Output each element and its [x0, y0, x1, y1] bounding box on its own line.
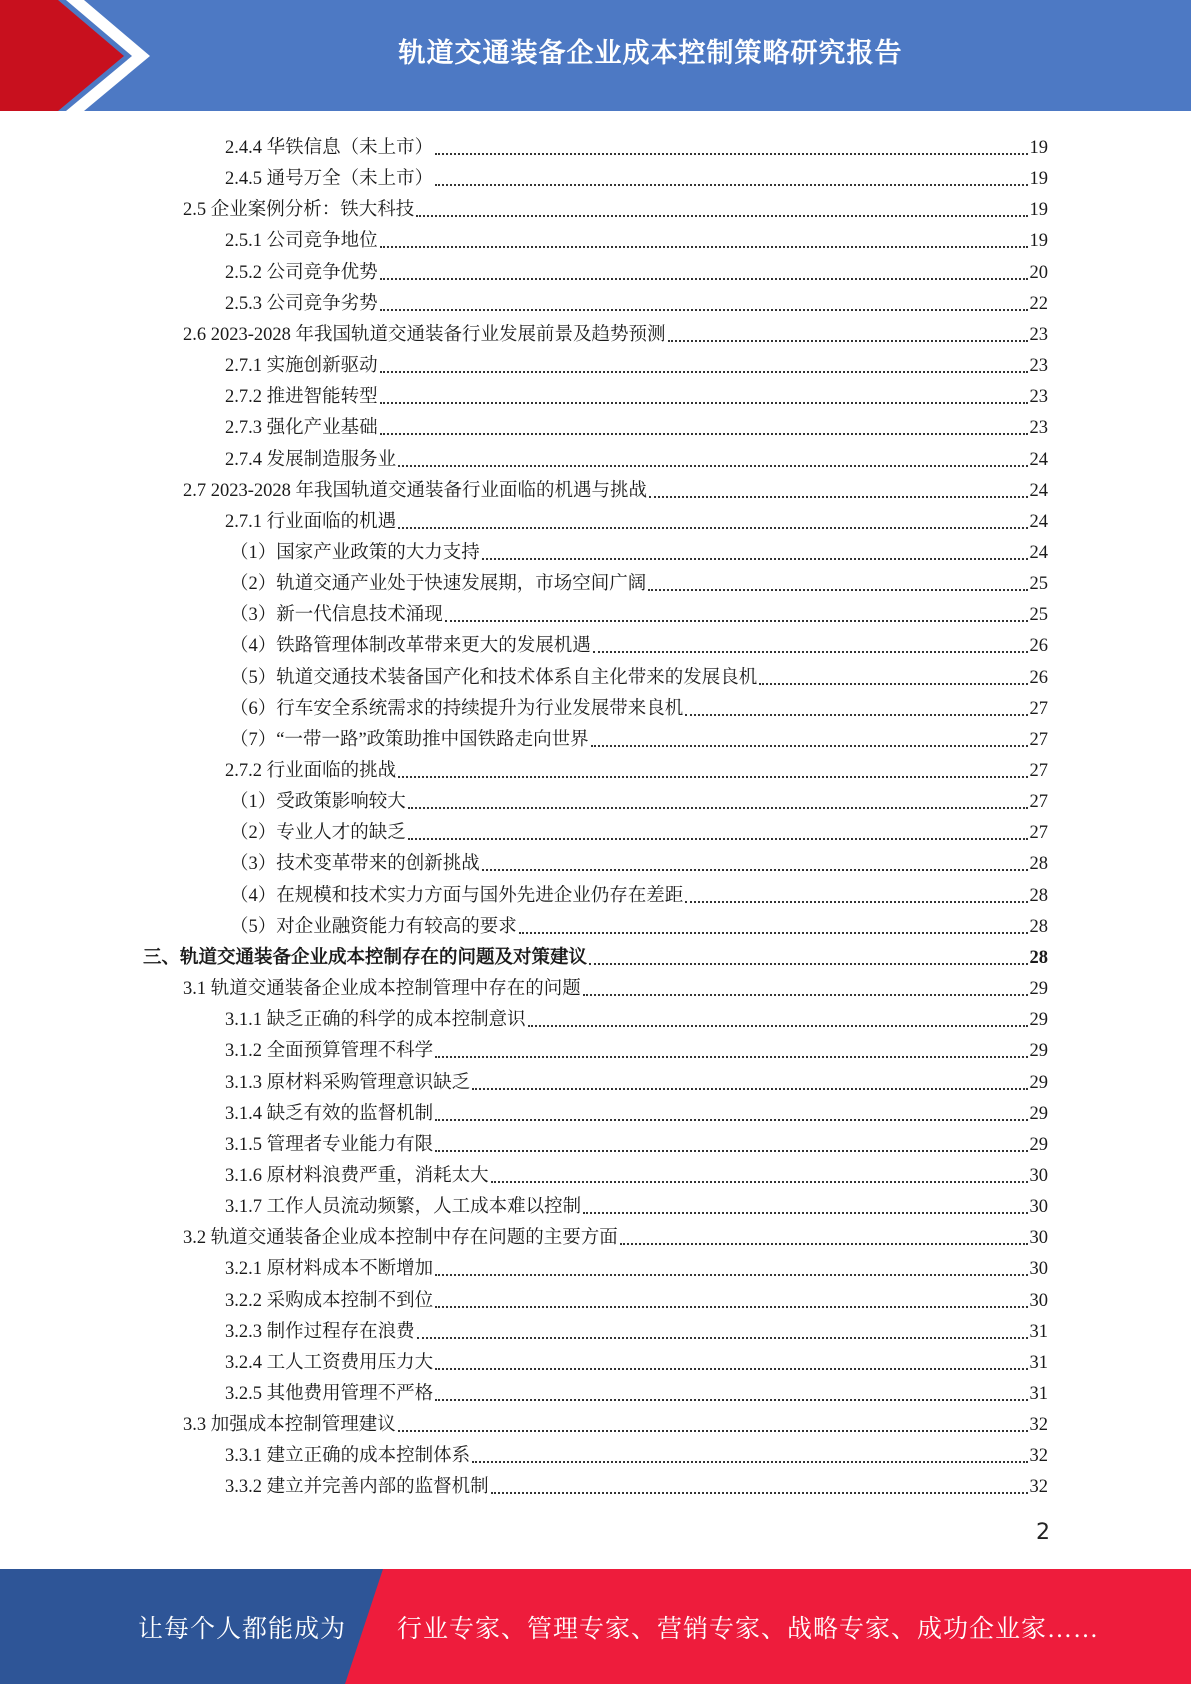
- toc-entry-title: 2.7.3 强化产业基础: [225, 418, 378, 439]
- toc-entry-page: 25: [1029, 574, 1048, 595]
- toc-entry[interactable]: [225, 751, 1048, 782]
- toc-entry[interactable]: [225, 1312, 1048, 1343]
- toc-dot-leader: [408, 838, 1028, 840]
- toc-entry[interactable]: [183, 969, 1048, 1000]
- toc-entry-page: 19: [1029, 231, 1048, 252]
- toc-dot-leader: [380, 309, 1028, 311]
- toc-dot-leader: [491, 1492, 1028, 1494]
- toc-entry-title: （5）对企业融资能力有较高的要求: [230, 916, 517, 937]
- toc-dot-leader: [398, 1430, 1028, 1432]
- toc-dot-leader: [472, 1461, 1027, 1463]
- toc-dot-leader: [435, 184, 1027, 186]
- toc-dot-leader: [759, 683, 1027, 685]
- toc-entry-title: 3.1.3 原材料采购管理意识缺乏: [225, 1072, 471, 1093]
- toc-entry-page: 32: [1029, 1477, 1048, 1498]
- toc-dot-leader: [380, 371, 1028, 373]
- toc-entry-page: 31: [1029, 1352, 1048, 1373]
- toc-entry-title: （4）在规模和技术实力方面与国外先进企业仍存在差距: [230, 885, 684, 906]
- toc-entry-page: 32: [1029, 1446, 1048, 1467]
- toc-entry-title: 3.2.3 制作过程存在浪费: [225, 1321, 415, 1342]
- toc-entry-page: 24: [1029, 480, 1048, 501]
- toc-entry-title: 三、轨道交通装备企业成本控制存在的问题及对策建议: [143, 947, 588, 968]
- toc-entry-page: 19: [1029, 138, 1048, 158]
- toc-entry-page: 22: [1029, 293, 1048, 314]
- report-title: 轨道交通装备企业成本控制策略研究报告: [398, 37, 903, 69]
- toc-entry-title: 2.7.1 实施创新驱动: [225, 356, 378, 377]
- toc-entry-title: 2.7.4 发展制造服务业: [225, 449, 397, 470]
- toc-entry[interactable]: [225, 1000, 1048, 1031]
- toc-dot-leader: [583, 1212, 1027, 1214]
- toc-entry-title: 3.1.1 缺乏正确的科学的成本控制意识: [225, 1010, 526, 1031]
- toc-entry-page: 27: [1029, 761, 1048, 781]
- toc-entry-page: 32: [1029, 1415, 1048, 1436]
- toc-entry-page: 30: [1029, 1290, 1048, 1311]
- toc-entry-page: 27: [1029, 698, 1048, 719]
- toc-entry-title: 3.1.7 工作人员流动频繁，人工成本难以控制: [225, 1197, 582, 1218]
- toc-entry-title: 3.1 轨道交通装备企业成本控制管理中存在的问题: [183, 979, 581, 1000]
- toc-dot-leader: [435, 1274, 1027, 1276]
- toc-entry[interactable]: [225, 502, 1048, 533]
- toc-entry-page: 20: [1029, 262, 1048, 283]
- toc-entry[interactable]: [225, 1063, 1048, 1094]
- toc-entry-page: 31: [1029, 1384, 1048, 1404]
- toc-entry-page: 29: [1029, 1072, 1048, 1093]
- toc-entry-page: 29: [1029, 1134, 1048, 1155]
- toc-entry[interactable]: [230, 595, 1048, 626]
- toc-entry[interactable]: [183, 1405, 1048, 1436]
- toc-entry[interactable]: [225, 1031, 1048, 1062]
- toc-entry-title: （2）专业人才的缺乏: [230, 823, 406, 844]
- toc-dot-leader: [435, 1150, 1027, 1152]
- toc-entry-page: 31: [1029, 1321, 1048, 1342]
- toc-entry-page: 24: [1029, 511, 1048, 532]
- toc-dot-leader: [589, 963, 1027, 965]
- toc-dot-leader: [528, 1025, 1028, 1027]
- toc-entry[interactable]: [225, 221, 1048, 252]
- toc-entry-title: （2）轨道交通产业处于快速发展期，市场空间广阔: [230, 574, 647, 595]
- footer-slogan-right: 行业专家、管理专家、营销专家、战略专家、成功企业家……: [397, 1615, 1100, 1643]
- toc-dot-leader: [398, 465, 1027, 467]
- toc-dot-leader: [380, 433, 1028, 435]
- toc-entry-page: 23: [1029, 356, 1048, 377]
- toc-entry[interactable]: [183, 471, 1048, 502]
- toc-entry[interactable]: [225, 1125, 1048, 1156]
- toc-dot-leader: [417, 1337, 1028, 1339]
- toc-dot-leader: [435, 1056, 1027, 1058]
- toc-dot-leader: [435, 1119, 1027, 1121]
- toc-dot-leader: [649, 496, 1027, 498]
- toc-dot-leader: [685, 901, 1027, 903]
- toc-entry-page: 19: [1029, 169, 1048, 190]
- toc-entry-page: 24: [1029, 449, 1048, 470]
- toc-entry-title: （3）技术变革带来的创新挑战: [230, 854, 480, 875]
- page-footer: [0, 1569, 1191, 1684]
- toc-entry[interactable]: [225, 1467, 1048, 1498]
- toc-dot-leader: [435, 153, 1027, 155]
- toc-entry[interactable]: [225, 1281, 1048, 1312]
- toc-entry-title: （5）轨道交通技术装备国产化和技术体系自主化带来的发展良机: [230, 667, 758, 688]
- toc-entry-page: 28: [1029, 947, 1048, 968]
- toc-entry-page: 23: [1029, 324, 1048, 345]
- toc-entry-page: 29: [1029, 1041, 1048, 1062]
- toc-dot-leader: [398, 776, 1027, 778]
- toc-entry-page: 24: [1029, 542, 1048, 563]
- toc-entry-page: 28: [1029, 885, 1048, 906]
- toc-dot-leader: [482, 558, 1028, 560]
- toc-entry-title: 2.5.2 公司竞争优势: [225, 262, 378, 283]
- toc-entry-page: 28: [1029, 916, 1048, 937]
- toc-entry-title: 3.3 加强成本控制管理建议: [183, 1415, 396, 1436]
- toc-entry-title: 3.2.1 原材料成本不断增加: [225, 1259, 434, 1280]
- toc-dot-leader: [472, 1088, 1027, 1090]
- toc-entry-title: 3.2 轨道交通装备企业成本控制中存在问题的主要方面: [183, 1228, 618, 1249]
- toc-dot-leader: [583, 994, 1028, 996]
- toc-dot-leader: [416, 215, 1027, 217]
- toc-dot-leader: [620, 1243, 1028, 1245]
- toc-entry[interactable]: [230, 813, 1048, 844]
- toc-dot-leader: [668, 340, 1028, 342]
- page-header: [0, 0, 1191, 111]
- toc-entry[interactable]: [230, 782, 1048, 813]
- toc-dot-leader: [519, 932, 1028, 934]
- toc-entry-page: 26: [1029, 636, 1048, 657]
- toc-entry-title: （4）铁路管理体制改革带来更大的发展机遇: [230, 636, 591, 657]
- toc-entry[interactable]: [143, 938, 1048, 969]
- toc-entry[interactable]: [225, 128, 1048, 159]
- toc-entry[interactable]: [225, 408, 1048, 439]
- toc-entry-page: 30: [1029, 1165, 1048, 1186]
- toc-dot-leader: [491, 1181, 1028, 1183]
- toc-entry-title: （1）国家产业政策的大力支持: [230, 542, 480, 563]
- toc-entry-title: （7）“一带一路”政策助推中国铁路走向世界: [230, 729, 589, 750]
- toc-entry[interactable]: [230, 533, 1048, 564]
- toc-entry[interactable]: [225, 1156, 1048, 1187]
- toc-dot-leader: [685, 714, 1027, 716]
- toc-entry-title: 3.1.2 全面预算管理不科学: [225, 1041, 434, 1062]
- toc-entry[interactable]: [225, 253, 1048, 284]
- toc-entry-title: 2.7.2 推进智能转型: [225, 387, 378, 408]
- footer-slogan-left: 让每个人都能成为: [138, 1615, 347, 1643]
- toc-entry[interactable]: [225, 1187, 1048, 1218]
- toc-entry-title: 2.7 2023-2028 年我国轨道交通装备行业面临的机遇与挑战: [183, 480, 648, 501]
- toc-entry-page: 27: [1029, 823, 1048, 844]
- toc-entry[interactable]: [230, 658, 1048, 689]
- toc-dot-leader: [380, 278, 1028, 280]
- toc-entry[interactable]: [230, 876, 1048, 907]
- toc-entry-page: 19: [1029, 200, 1048, 221]
- toc-entry[interactable]: [225, 1374, 1048, 1405]
- toc-entry-page: 29: [1029, 979, 1048, 1000]
- toc-entry-page: 23: [1029, 387, 1048, 408]
- toc-entry-title: （1）受政策影响较大: [230, 792, 406, 813]
- toc-entry-page: 27: [1029, 729, 1048, 750]
- toc-entry-title: 3.2.2 采购成本控制不到位: [225, 1290, 434, 1311]
- toc-entry-title: （3）新一代信息技术涌现: [230, 605, 443, 626]
- toc-entry-title: 2.5 企业案例分析：铁大科技: [183, 200, 415, 221]
- toc-dot-leader: [593, 651, 1028, 653]
- toc-entry-title: 3.1.6 原材料浪费严重，消耗太大: [225, 1165, 489, 1186]
- toc-entry[interactable]: [225, 1436, 1048, 1467]
- toc-dot-leader: [398, 527, 1027, 529]
- toc-entry-page: 23: [1029, 418, 1048, 439]
- toc-entry-title: 2.7.1 行业面临的机遇: [225, 511, 397, 532]
- toc-dot-leader: [445, 620, 1028, 622]
- toc-entry[interactable]: [183, 1218, 1048, 1249]
- toc-dot-leader: [648, 589, 1027, 591]
- toc-entry[interactable]: [225, 1249, 1048, 1280]
- toc-dot-leader: [482, 869, 1028, 871]
- toc-entry[interactable]: [230, 689, 1048, 720]
- toc-entry-page: 25: [1029, 605, 1048, 626]
- toc-dot-leader: [408, 807, 1028, 809]
- toc-entry[interactable]: [183, 190, 1048, 221]
- toc-entry[interactable]: [225, 346, 1048, 377]
- toc-entry[interactable]: [225, 377, 1048, 408]
- toc-entry-page: 28: [1029, 854, 1048, 875]
- toc-dot-leader: [435, 1368, 1027, 1370]
- toc-entry[interactable]: [225, 284, 1048, 315]
- page-number: 2: [1036, 1520, 1050, 1545]
- toc-entry-title: 2.5.1 公司竞争地位: [225, 231, 378, 252]
- toc-entry[interactable]: [225, 1094, 1048, 1125]
- toc-entry-title: 3.1.4 缺乏有效的监督机制: [225, 1103, 434, 1124]
- toc-entry[interactable]: [230, 564, 1048, 595]
- toc-entry-page: 27: [1029, 792, 1048, 813]
- toc-entry-title: （6）行车安全系统需求的持续提升为行业发展带来良机: [230, 698, 684, 719]
- toc-entry-page: 29: [1029, 1103, 1048, 1124]
- toc-entry-title: 3.3.2 建立并完善内部的监督机制: [225, 1477, 489, 1498]
- toc-entry-page: 26: [1029, 667, 1048, 688]
- toc-dot-leader: [435, 1306, 1027, 1308]
- toc-entry[interactable]: [230, 907, 1048, 938]
- toc-entry-page: 30: [1029, 1197, 1048, 1218]
- toc-entry-title: 2.4.4 华铁信息（未上市）: [225, 138, 434, 158]
- toc-entry[interactable]: [225, 440, 1048, 471]
- toc-entry-title: 2.5.3 公司竞争劣势: [225, 293, 378, 314]
- toc-entry[interactable]: [230, 844, 1048, 875]
- toc-entry-title: 3.2.4 工人工资费用压力大: [225, 1352, 434, 1373]
- toc-entry-page: 29: [1029, 1010, 1048, 1031]
- toc-entry-title: 2.7.2 行业面临的挑战: [225, 761, 397, 781]
- toc-entry[interactable]: [183, 315, 1048, 346]
- toc-entry-title: 2.4.5 通号万全（未上市）: [225, 169, 434, 190]
- toc-dot-leader: [380, 246, 1028, 248]
- toc-entry-title: 3.3.1 建立正确的成本控制体系: [225, 1446, 471, 1467]
- toc-entry-page: 30: [1029, 1259, 1048, 1280]
- toc-entry-page: 30: [1029, 1228, 1048, 1249]
- toc-entry[interactable]: [225, 159, 1048, 190]
- toc-dot-leader: [380, 402, 1028, 404]
- toc-dot-leader: [591, 745, 1028, 747]
- toc-entry[interactable]: [230, 626, 1048, 657]
- toc-entry[interactable]: [230, 720, 1048, 751]
- toc-entry[interactable]: [225, 1343, 1048, 1374]
- toc-dot-leader: [435, 1399, 1027, 1401]
- toc-entry-title: 3.2.5 其他费用管理不严格: [225, 1384, 434, 1404]
- toc-entry-title: 3.1.5 管理者专业能力有限: [225, 1134, 434, 1155]
- toc-entry-title: 2.6 2023-2028 年我国轨道交通装备行业发展前景及趋势预测: [183, 324, 666, 345]
